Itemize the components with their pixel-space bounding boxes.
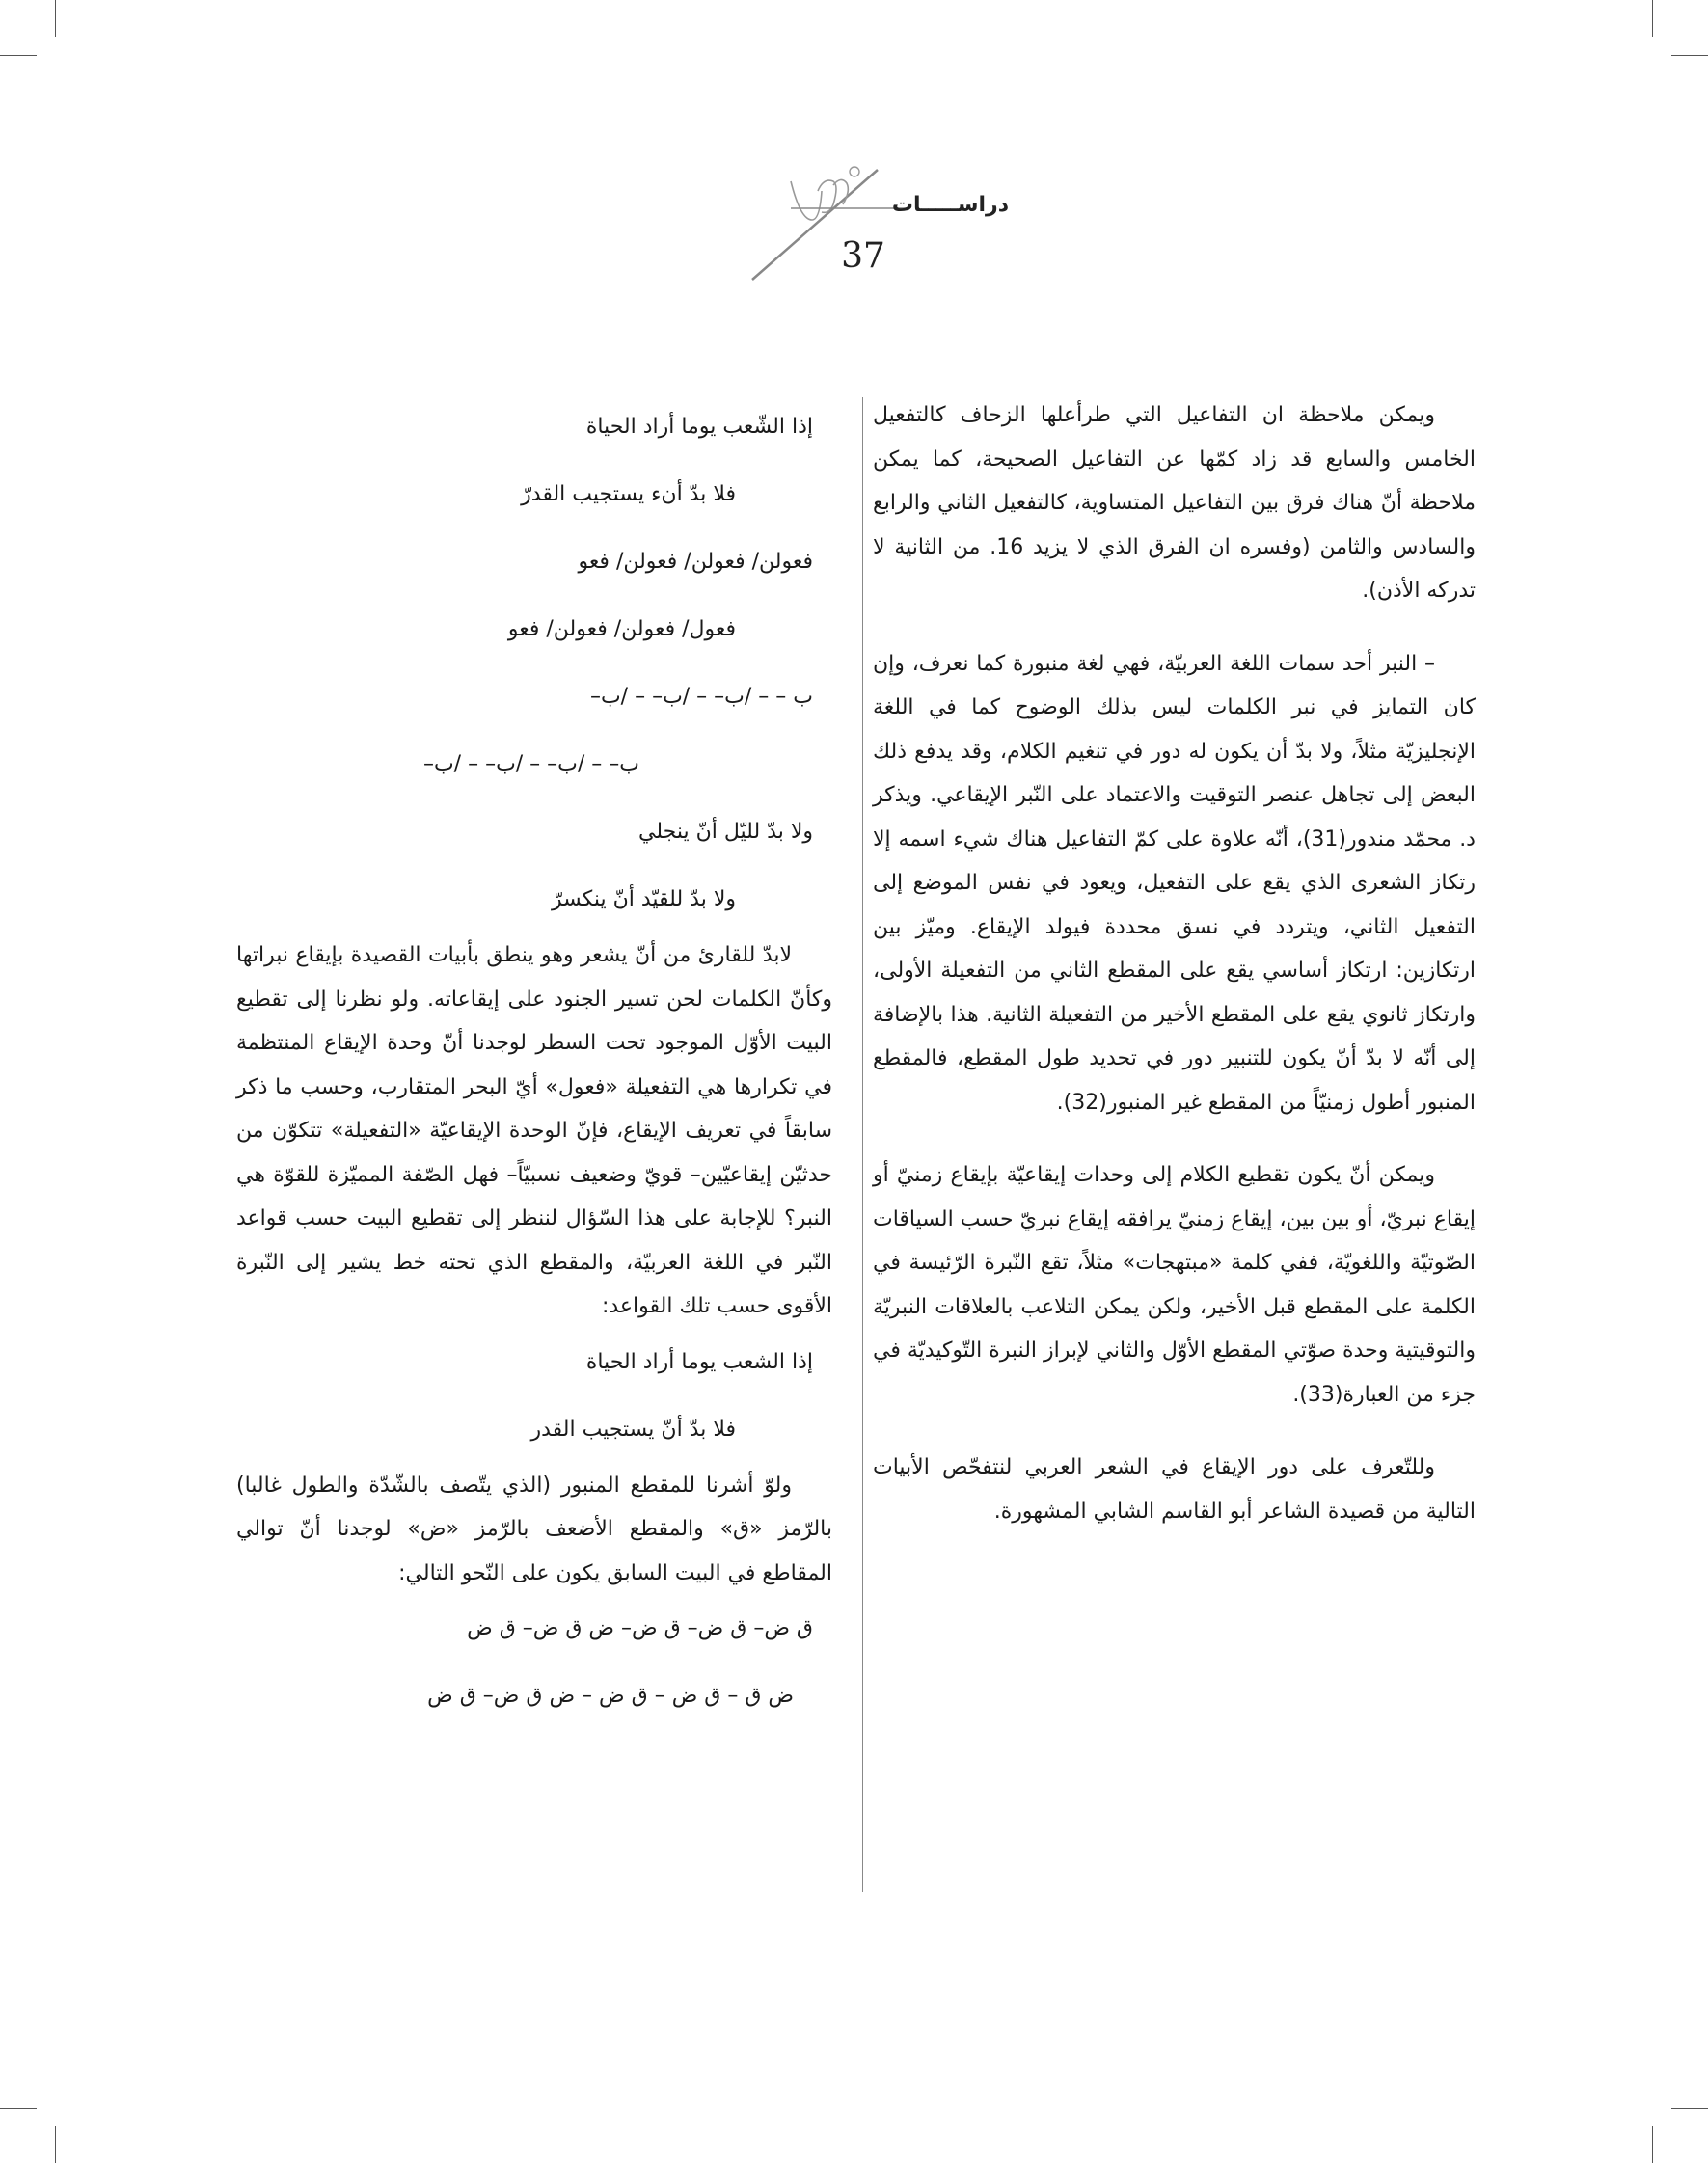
crop-mark (1671, 55, 1708, 56)
paragraph: لابدّ للقارئ من أنّ يشعر وهو ينطق بأبيات القصيدة بإيقاع نبراتها وكأنّ الكلمات لحن تسير الجنود على إيقاعاته. ولو نظرنا إلى تقطيع البيت الأوّل الموجود تحت السطر لوجدنا أنّ وحدة الإيقاع المنتظمة في تكرارها هي التفعيلة «فعول» أيّ البحر المتقارب، وحسب ما ذكر سابقاً في تعريف الإيقاع، فإنّ الوحدة الإيقاعيّة «التفعيلة» تتكوّن من حدثيّن إيقاعيّين– قويّ وضعيف نسبيّاً– فهل الصّفة المميّزة للقوّة هي النبر؟ للإجابة على هذا السّؤال لننظر إلى تقطيع البيت حسب قواعد النّبر في اللغة العربيّة، والمقطع الذي تحته خط يشير إلى النّبرة الأقوى حسب تلك القواعد: (236, 943, 832, 1318)
poem-verse: فلا بدّ أنّ يستجيب القدر (530, 1417, 736, 1442)
left-column (236, 393, 832, 1730)
column-divider (862, 397, 863, 1892)
paragraph: وللتّعرف على دور الإيقاع في الشعر العربي لنتفحّص الأبيات التالية من قصيدة الشاعر أبو القاسم الشابي المشهورة. (873, 1455, 1476, 1524)
right-column (873, 393, 1476, 1533)
poem-verse: إذا الشّعب يوما أراد الحياة (585, 415, 813, 439)
crop-mark (1652, 2126, 1653, 2163)
section-label: دراســـــات (891, 193, 1009, 217)
paragraph: ويمكن أنّ يكون تقطيع الكلام إلى وحدات إيقاعيّة بإيقاع زمنيّ أو إيقاع نبريّ، أو بين بين، إيقاع زمنيّ يرافقه إيقاع نبريّ حسب السياقات الصّوتيّة واللغويّة، ففي كلمة «مبتهجات» مثلاً، تقع النّبرة الرّئيسة في الكلمة على المقطع قبل الأخير، ولكن يمكن التلاعب بالعلاقات النبريّة والتوقيتية وحدة صوّتي المقطع الأوّل والثاني لإبراز النبرة التّوكيديّة في جزء من العبارة(33). (873, 1163, 1476, 1407)
page-header (0, 145, 1708, 289)
paragraph: ولوّ أشرنا للمقطع المنبور (الذي يتّصف بالشّدّة والطول غالبا) بالرّمز «ق» والمقطع الأضعف بالرّمز «ض» لوجدنا أنّ توالي المقاطع في البيت السابق يكون على النّحو التالي: (236, 1473, 832, 1585)
paragraph: ويمكن ملاحظة ان التفاعيل التي طرأعلها الزحاف كالتفعيل الخامس والسابع قد زاد كمّها عن التفاعيل الصحيحة، كما يمكن ملاحظة أنّ هناك فرق بين التفاعيل المتساوية، كالتفعيل الثاني والرابع والسادس والثامن (وفسره ان الفرق الذي لا يزيد 16. من الثانية لا تدركه الأذن). (873, 403, 1476, 603)
paragraph: – النبر أحد سمات اللغة العربيّة، فهي لغة منبورة كما نعرف، وإن كان التمايز في نبر الكلمات ليس بذلك الوضوح كما في اللغة الإنجليزيّة مثلاً، ولا بدّ أن يكون له دور في تنغيم الكلام، وقد يدفع ذلك البعض إلى تجاهل عنصر التوقيت والاعتماد على النّبر الإيقاعي. ويذكر د. محمّد مندور(31)، أنّه علاوة على كمّ التفاعيل هناك شيء اسمه إلا رتكاز الشعرى الذي يقع على التفعيل، ويعود في نفس الموضع إلى التفعيل الثاني، ويتردد في نسق محددة فيولد الإيقاع. وميّز بين ارتكازين: ارتكاز أساسي يقع على المقطع الثاني من التفعيلة الأولى، وارتكاز ثانوي يقع على المقطع الأخير من التفعيلة الثانية. هذا بالإضافة إلى أنّه لا بدّ أنّ يكون للتنبير دور في تحديد طول المقطع، فالمقطع المنبور أطول زمنيّاً من المقطع غير المنبور(32). (873, 651, 1476, 1115)
crop-mark (55, 2126, 56, 2163)
crop-mark (1652, 0, 1653, 37)
poem-verse: إذا الشعب يوما أراد الحياة (585, 1349, 813, 1374)
crop-mark (0, 55, 37, 56)
meter-marks: ب – – /ب– – /ب– – /ب– (589, 685, 813, 709)
crop-mark (0, 2108, 37, 2109)
meter-marks: ب– – /ب– – /ب– – /ب– (422, 752, 639, 776)
crop-mark (1671, 2108, 1708, 2109)
meter-scansion: فعول/ فعولن/ فعولن/ فعو (507, 617, 736, 641)
meter-scansion: فعولن/ فعولن/ فعولن/ فعو (578, 550, 813, 574)
poem-verse: ولا بدّ لليّل أنّ ينجلي (638, 820, 813, 844)
poem-verse: ولا بدّ للقيّد أنّ ينكسرّ (551, 887, 736, 911)
stress-marks: ق ض– ق ض– ق ض– ض ق ض– ق ض (467, 1616, 813, 1640)
page-number: 37 (841, 236, 885, 276)
crop-mark (55, 0, 56, 37)
poem-verse: فلا بدّ أنء يستجيب القدرّ (521, 482, 736, 506)
stress-marks: ض ق – ق ض – ق ض – ض ق ض– ق ض (427, 1684, 794, 1708)
